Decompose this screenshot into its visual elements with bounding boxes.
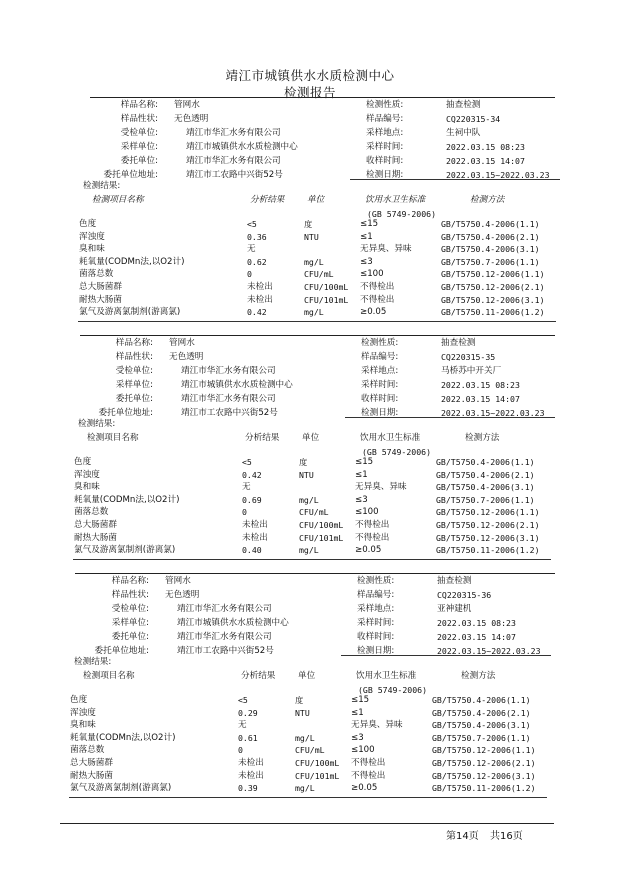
cell-method: GB/T5750.11-2006(1.2) xyxy=(432,783,536,794)
sampling-unit-label: 采样单位: xyxy=(115,380,153,390)
cell-standard: ≤1 xyxy=(351,707,364,718)
cell-item: 菌落总数 xyxy=(79,269,114,280)
test-nature-value: 抽查检测 xyxy=(437,576,472,586)
cell-unit: mg/L xyxy=(299,494,319,505)
page-total: 共16页 xyxy=(490,831,523,842)
sample-property-label: 样品性状: xyxy=(111,590,149,600)
page-number: 第14页 xyxy=(446,831,479,842)
sample-property-label: 样品性状: xyxy=(115,352,153,362)
cell-standard: ≤100 xyxy=(351,745,375,756)
cell-item: 浑浊度 xyxy=(70,707,96,718)
sampling-unit-label: 采样单位: xyxy=(120,142,158,152)
results-label: 检测结果: xyxy=(74,657,112,667)
cell-method: GB/T5750.7-2006(1.1) xyxy=(432,732,531,743)
cell-unit: 度 xyxy=(299,457,308,467)
cell-item: 浑浊度 xyxy=(79,231,105,242)
client-unit-value: 靖江市华汇水务有限公司 xyxy=(186,128,281,138)
entrust-unit-label: 委托单位: xyxy=(120,156,158,166)
sampling-time-value: 2022.03.15 08:23 xyxy=(446,142,525,152)
sample-no-value: CQ220315-35 xyxy=(441,352,496,362)
cell-item: 色度 xyxy=(70,695,88,705)
cell-standard: ≤1 xyxy=(355,469,368,480)
entrust-unit-value: 靖江市华汇水务有限公司 xyxy=(186,156,281,166)
cell-standard: ≤15 xyxy=(355,457,374,467)
cell-unit: mg/L xyxy=(304,256,324,267)
cell-item: 总大肠菌群 xyxy=(70,758,113,768)
col-header-item: 检测项目名称 xyxy=(92,195,144,205)
section-top-rule xyxy=(80,335,555,336)
cell-standard: 无异臭、异味 xyxy=(355,482,407,493)
client-unit-label: 受检单位: xyxy=(120,128,158,138)
sampling-site-value: 生祠中队 xyxy=(446,128,481,138)
col-header-standard-sub: (GB 5749-2006) xyxy=(367,209,437,219)
entrust-unit-label: 委托单位: xyxy=(115,394,153,404)
results-label: 检测结果: xyxy=(83,181,121,191)
cell-standard: ≤3 xyxy=(351,732,364,743)
receive-time-value: 2022.03.15 14:07 xyxy=(446,156,525,166)
section-top-rule xyxy=(75,573,555,574)
col-header-standard-sub: (GB 5749-2006) xyxy=(362,447,432,457)
sample-name-label: 样品名称: xyxy=(111,576,149,586)
col-header-result: 分析结果 xyxy=(245,433,280,443)
col-header-standard: 饮用水卫生标准 xyxy=(356,671,417,681)
cell-item: 氯气及游离氯制剂(游离氯) xyxy=(79,307,181,318)
cell-item: 耗氧量(CODMn法,以O2计) xyxy=(70,732,176,743)
section-top-rule xyxy=(90,97,555,98)
cell-item: 总大肠菌群 xyxy=(79,282,122,292)
cell-item: 臭和味 xyxy=(74,482,100,493)
meta-underline xyxy=(350,179,560,180)
cell-standard: ≤15 xyxy=(360,219,379,229)
cell-result: 0.42 xyxy=(247,307,267,318)
col-header-method: 检测方法 xyxy=(465,433,500,443)
receive-time-label: 收样时间: xyxy=(366,156,404,166)
sample-no-label: 样品编号: xyxy=(357,590,395,600)
sample-name-value: 管网水 xyxy=(174,100,200,110)
sample-no-value: CQ220315-36 xyxy=(437,590,492,600)
cell-result: 0.62 xyxy=(247,256,267,267)
cell-unit: CFU/101mL xyxy=(304,294,349,305)
col-header-result: 分析结果 xyxy=(241,671,276,681)
sampling-site-label: 采样地点: xyxy=(357,604,395,614)
cell-method: GB/T5750.4-2006(2.1) xyxy=(432,707,531,718)
cell-standard: ≤1 xyxy=(360,231,373,242)
cell-result: 0 xyxy=(247,269,252,280)
sample-name-label: 样品名称: xyxy=(115,338,153,348)
cell-method: GB/T5750.7-2006(1.1) xyxy=(436,494,535,505)
cell-item: 色度 xyxy=(74,457,92,467)
cell-unit: mg/L xyxy=(304,307,324,318)
section-bottom-rule xyxy=(69,797,547,798)
cell-item: 耗氧量(CODMn法,以O2计) xyxy=(74,494,180,505)
col-header-method: 检测方法 xyxy=(470,195,505,205)
receive-time-value: 2022.03.15 14:07 xyxy=(441,394,520,404)
entrust-address-value: 靖江市工农路中兴街52号 xyxy=(177,646,274,656)
test-nature-value: 抽查检测 xyxy=(446,100,481,110)
cell-standard: ≤100 xyxy=(355,507,379,518)
test-nature-value: 抽查检测 xyxy=(441,338,476,348)
col-header-unit: 单位 xyxy=(307,195,325,205)
report-org-title: 靖江市城镇供水水质检测中心 xyxy=(225,68,395,83)
cell-unit: CFU/100mL xyxy=(295,758,340,768)
cell-method: GB/T5750.4-2006(3.1) xyxy=(441,244,540,255)
cell-standard: 无异臭、异味 xyxy=(360,244,412,255)
sample-name-value: 管网水 xyxy=(169,338,195,348)
cell-unit: CFU/mL xyxy=(299,507,329,518)
client-unit-label: 受检单位: xyxy=(115,366,153,376)
col-header-item: 检测项目名称 xyxy=(87,433,139,443)
results-label: 检测结果: xyxy=(78,419,116,429)
receive-time-label: 收样时间: xyxy=(357,632,395,642)
sampling-time-value: 2022.03.15 08:23 xyxy=(437,618,516,628)
sample-name-label: 样品名称: xyxy=(120,100,158,110)
cell-unit: 度 xyxy=(304,219,313,229)
col-header-unit: 单位 xyxy=(298,671,316,681)
cell-result: <5 xyxy=(238,695,248,705)
entrust-unit-label: 委托单位: xyxy=(111,632,149,642)
cell-result: 0.39 xyxy=(238,783,258,794)
cell-result: 未检出 xyxy=(247,294,273,305)
cell-item: 耗氧量(CODMn法,以O2计) xyxy=(79,256,185,267)
cell-unit: CFU/mL xyxy=(304,269,334,280)
cell-result: 0.61 xyxy=(238,732,258,743)
sampling-unit-value: 靖江市城镇供水水质检测中心 xyxy=(177,618,289,628)
section-bottom-rule xyxy=(78,321,556,322)
test-date-value: 2022.03.15~2022.03.23 xyxy=(446,170,550,180)
cell-unit: CFU/mL xyxy=(295,745,325,756)
client-unit-value: 靖江市华汇水务有限公司 xyxy=(177,604,272,614)
cell-standard: ≥0.05 xyxy=(360,307,387,318)
cell-item: 耐热大肠菌 xyxy=(79,294,122,305)
report-title: 检测报告 xyxy=(283,85,336,100)
cell-standard: 不得检出 xyxy=(355,520,390,530)
sample-property-label: 样品性状: xyxy=(120,114,158,124)
sampling-site-value: 马桥苏中开关厂 xyxy=(441,366,502,376)
col-header-item: 检测项目名称 xyxy=(83,671,135,681)
test-date-value: 2022.03.15~2022.03.23 xyxy=(437,646,541,656)
cell-standard: ≥0.05 xyxy=(355,545,382,556)
cell-item: 色度 xyxy=(79,219,97,229)
sampling-unit-value: 靖江市城镇供水水质检测中心 xyxy=(181,380,293,390)
entrust-address-label: 委托单位地址: xyxy=(103,170,158,180)
cell-method: GB/T5750.12-2006(1.1) xyxy=(436,507,540,518)
cell-unit: CFU/100mL xyxy=(304,282,349,292)
cell-standard: 无异臭、异味 xyxy=(351,720,403,731)
receive-time-value: 2022.03.15 14:07 xyxy=(437,632,516,642)
cell-method: GB/T5750.12-2006(2.1) xyxy=(432,758,536,768)
cell-standard: 不得检出 xyxy=(360,294,395,305)
report-section-3 xyxy=(0,573,620,823)
meta-underline xyxy=(341,655,551,656)
cell-method: GB/T5750.4-2006(1.1) xyxy=(432,695,531,705)
client-unit-value: 靖江市华汇水务有限公司 xyxy=(181,366,276,376)
sample-property-value: 无色透明 xyxy=(169,352,204,362)
receive-time-label: 收样时间: xyxy=(361,394,399,404)
cell-item: 浑浊度 xyxy=(74,469,100,480)
client-unit-label: 受检单位: xyxy=(111,604,149,614)
cell-unit: mg/L xyxy=(299,545,319,556)
col-header-method: 检测方法 xyxy=(461,671,496,681)
sampling-site-label: 采样地点: xyxy=(361,366,399,376)
cell-standard: ≤100 xyxy=(360,269,384,280)
cell-unit: NTU xyxy=(295,707,310,718)
entrust-unit-value: 靖江市华汇水务有限公司 xyxy=(177,632,272,642)
cell-item: 耐热大肠菌 xyxy=(74,532,117,543)
col-header-standard: 饮用水卫生标准 xyxy=(360,433,421,443)
cell-unit: NTU xyxy=(304,231,319,242)
cell-item: 菌落总数 xyxy=(74,507,109,518)
cell-standard: ≤3 xyxy=(355,494,368,505)
sample-no-label: 样品编号: xyxy=(361,352,399,362)
cell-standard: 不得检出 xyxy=(351,758,386,768)
sampling-time-label: 采样时间: xyxy=(366,142,404,152)
cell-result: 无 xyxy=(242,482,251,493)
cell-method: GB/T5750.4-2006(3.1) xyxy=(432,720,531,731)
meta-underline xyxy=(345,417,555,418)
sample-no-label: 样品编号: xyxy=(366,114,404,124)
test-nature-label: 检测性质: xyxy=(366,100,404,110)
sampling-unit-label: 采样单位: xyxy=(111,618,149,628)
test-nature-label: 检测性质: xyxy=(361,338,399,348)
cell-result: 0 xyxy=(242,507,247,518)
cell-method: GB/T5750.4-2006(1.1) xyxy=(441,219,540,229)
cell-result: 未检出 xyxy=(238,758,264,768)
cell-method: GB/T5750.4-2006(1.1) xyxy=(436,457,535,467)
cell-unit: NTU xyxy=(299,469,314,480)
cell-standard: ≤15 xyxy=(351,695,370,705)
entrust-unit-value: 靖江市华汇水务有限公司 xyxy=(181,394,276,404)
section-bottom-rule xyxy=(73,559,551,560)
cell-method: GB/T5750.4-2006(2.1) xyxy=(441,231,540,242)
cell-standard: 不得检出 xyxy=(360,282,395,292)
cell-method: GB/T5750.7-2006(1.1) xyxy=(441,256,540,267)
cell-result: 0.40 xyxy=(242,545,262,556)
cell-result: 0.69 xyxy=(242,494,262,505)
sample-name-value: 管网水 xyxy=(165,576,191,586)
sampling-time-value: 2022.03.15 08:23 xyxy=(441,380,520,390)
test-date-label: 检测日期: xyxy=(366,170,404,180)
cell-standard: ≥0.05 xyxy=(351,783,378,794)
cell-standard: 不得检出 xyxy=(351,770,386,781)
cell-unit: mg/L xyxy=(295,732,315,743)
cell-item: 氯气及游离氯制剂(游离氯) xyxy=(70,783,172,794)
test-date-value: 2022.03.15~2022.03.23 xyxy=(441,408,545,418)
cell-method: GB/T5750.11-2006(1.2) xyxy=(441,307,545,318)
cell-method: GB/T5750.12-2006(2.1) xyxy=(436,520,540,530)
cell-item: 总大肠菌群 xyxy=(74,520,117,530)
cell-unit: CFU/100mL xyxy=(299,520,344,530)
cell-result: 0 xyxy=(238,745,243,756)
sample-no-value: CQ220315-34 xyxy=(446,114,501,124)
cell-item: 耐热大肠菌 xyxy=(70,770,113,781)
cell-result: 0.29 xyxy=(238,707,258,718)
test-date-label: 检测日期: xyxy=(357,646,395,656)
sampling-site-label: 采样地点: xyxy=(366,128,404,138)
cell-method: GB/T5750.12-2006(3.1) xyxy=(432,770,536,781)
entrust-address-value: 靖江市工农路中兴街52号 xyxy=(181,408,278,418)
cell-result: 无 xyxy=(238,720,247,731)
cell-unit: CFU/101mL xyxy=(299,532,344,543)
col-header-result: 分析结果 xyxy=(250,195,285,205)
col-header-unit: 单位 xyxy=(302,433,320,443)
sampling-site-value: 亚神建机 xyxy=(437,604,472,614)
sampling-time-label: 采样时间: xyxy=(357,618,395,628)
cell-result: 无 xyxy=(247,244,256,255)
cell-item: 臭和味 xyxy=(79,244,105,255)
cell-method: GB/T5750.4-2006(2.1) xyxy=(436,469,535,480)
report-section-2 xyxy=(0,335,620,585)
cell-result: <5 xyxy=(247,219,257,229)
sampling-time-label: 采样时间: xyxy=(361,380,399,390)
cell-result: 未检出 xyxy=(247,282,273,292)
cell-item: 氯气及游离氯制剂(游离氯) xyxy=(74,545,176,556)
report-section-1 xyxy=(0,97,620,347)
sample-property-value: 无色透明 xyxy=(165,590,200,600)
cell-method: GB/T5750.12-2006(1.1) xyxy=(441,269,545,280)
col-header-standard: 饮用水卫生标准 xyxy=(365,195,426,205)
cell-result: 未检出 xyxy=(238,770,264,781)
entrust-address-label: 委托单位地址: xyxy=(98,408,153,418)
cell-standard: ≤3 xyxy=(360,256,373,267)
cell-method: GB/T5750.12-2006(3.1) xyxy=(441,294,545,305)
cell-result: 0.36 xyxy=(247,231,267,242)
col-header-standard-sub: (GB 5749-2006) xyxy=(358,685,428,695)
cell-method: GB/T5750.11-2006(1.2) xyxy=(436,545,540,556)
cell-method: GB/T5750.12-2006(3.1) xyxy=(436,532,540,543)
cell-method: GB/T5750.12-2006(2.1) xyxy=(441,282,545,292)
cell-unit: 度 xyxy=(295,695,304,705)
footer-divider xyxy=(60,823,554,824)
cell-item: 菌落总数 xyxy=(70,745,105,756)
cell-unit: mg/L xyxy=(295,783,315,794)
entrust-address-value: 靖江市工农路中兴街52号 xyxy=(186,170,283,180)
sampling-unit-value: 靖江市城镇供水水质检测中心 xyxy=(186,142,298,152)
cell-result: <5 xyxy=(242,457,252,467)
test-date-label: 检测日期: xyxy=(361,408,399,418)
sample-property-value: 无色透明 xyxy=(174,114,209,124)
cell-item: 臭和味 xyxy=(70,720,96,731)
cell-result: 未检出 xyxy=(242,532,268,543)
cell-result: 0.42 xyxy=(242,469,262,480)
cell-result: 未检出 xyxy=(242,520,268,530)
cell-method: GB/T5750.4-2006(3.1) xyxy=(436,482,535,493)
cell-standard: 不得检出 xyxy=(355,532,390,543)
test-nature-label: 检测性质: xyxy=(357,576,395,586)
cell-method: GB/T5750.12-2006(1.1) xyxy=(432,745,536,756)
entrust-address-label: 委托单位地址: xyxy=(94,646,149,656)
cell-unit: CFU/101mL xyxy=(295,770,340,781)
